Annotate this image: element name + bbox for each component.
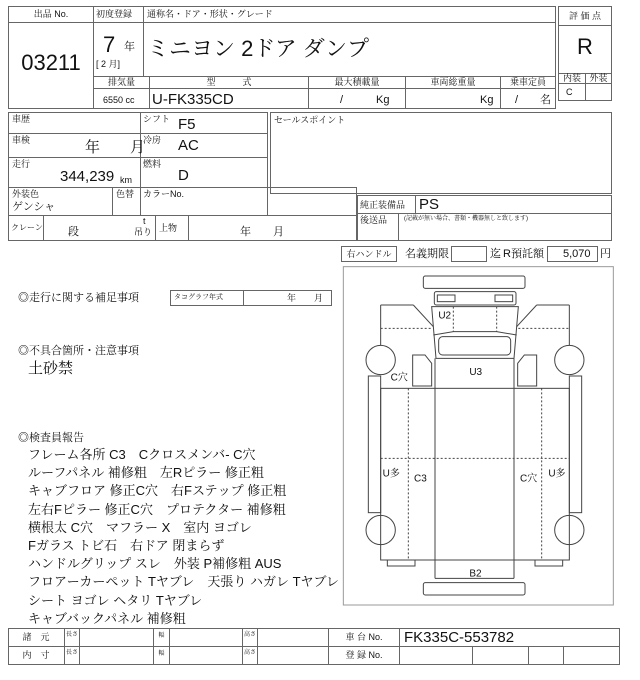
grade-score: R <box>577 34 593 59</box>
report-line: シート ヨゴレ ヘタリ Tヤブレ <box>28 592 203 608</box>
reg-cell <box>472 646 529 665</box>
report-line: フレーム各所 C3 Cクロスメンバ- C穴 <box>28 447 256 462</box>
displacement-value: 6550 cc <box>103 95 135 105</box>
mileage-label: 走行 <box>12 159 31 169</box>
mileage-value: 344,239 <box>60 168 115 185</box>
mileage-unit: km <box>120 175 132 185</box>
length-label: 長さ <box>65 632 78 638</box>
inspection-value: 年 月 <box>85 139 146 156</box>
shift-value: F5 <box>178 116 196 133</box>
body-label: 上物 <box>159 223 178 233</box>
first-reg-label: 初度登録 <box>96 9 133 19</box>
interior-label: 内装 <box>562 73 581 83</box>
truck-bed <box>381 388 570 560</box>
width-label: 幅 <box>158 633 165 639</box>
fuel-value: D <box>178 167 189 184</box>
inner-length-label: 長さ <box>65 650 78 656</box>
lot-label: 出品 No. <box>33 9 69 19</box>
defects-title: ◎不具合箇所・注意事項 <box>18 345 139 357</box>
mark-c3: C3 <box>414 473 427 485</box>
lot-number: 03211 <box>21 50 81 75</box>
year-unit: 年 <box>124 41 135 53</box>
truck-damage-diagram <box>340 260 620 620</box>
chassis-label: 車 台 No. <box>345 632 383 642</box>
gross-weight-value: Kg <box>480 94 494 106</box>
interior-value: C <box>566 87 573 97</box>
shift-label: シフト <box>143 114 171 124</box>
color-change-label: 色替 <box>116 189 135 199</box>
recycle-label: R預託額 <box>503 248 544 260</box>
sales-point-label: セールスポイント <box>274 115 346 125</box>
mark-c-hole-left: C穴 <box>390 372 408 384</box>
color-value: ゲンシャ <box>12 201 56 213</box>
inner-label: 内 寸 <box>22 650 50 660</box>
driving-notes-title: ◎走行に関する補足事項 <box>18 292 139 304</box>
history-label: 車歴 <box>12 114 31 124</box>
mark-u2: U2 <box>438 310 452 322</box>
yen: 円 <box>600 248 611 260</box>
month-value: [ 2 月] <box>96 59 121 69</box>
year-value: 7 <box>103 32 116 57</box>
equipment-label: 純正装備品 <box>360 200 406 210</box>
name-value: ミニヨン 2ドア ダンプ <box>147 36 370 61</box>
fuel-label: 燃料 <box>143 159 162 169</box>
defect-item: 土砂禁 <box>28 360 74 377</box>
grade-label: 評 価 点 <box>568 11 601 21</box>
tacho-label: タコグラフ年式 <box>174 294 223 301</box>
ac-value: AC <box>178 137 199 154</box>
steering: 右ハンドル <box>346 249 392 259</box>
reg-cell <box>528 646 564 665</box>
crane-lift: 吊り <box>134 227 153 237</box>
report-line: 横根太 C穴 マフラー X 室内 ヨゴレ <box>28 519 252 535</box>
inspector-report <box>28 446 339 628</box>
chassis-value: FK335C-553782 <box>404 629 515 646</box>
height-label: 高さ <box>243 632 256 638</box>
later-label: 後送品 <box>360 215 388 225</box>
gross-weight-label: 車両総重量 <box>430 77 476 87</box>
mark-u-multi-right: U多 <box>548 468 566 480</box>
rear-bumper <box>423 583 525 595</box>
name-label: 通称名・ドア・形状・グレード <box>147 9 273 19</box>
report-line: 左右Fピラー 修正C穴 プロテクター 補修粗 <box>28 501 286 517</box>
mark-u-multi-left: U多 <box>382 468 400 480</box>
model-label: 型 式 <box>206 77 252 87</box>
model-value: U-FK335CD <box>152 91 234 108</box>
mark-u3: U3 <box>469 367 483 378</box>
color-label: 外装色 <box>12 189 40 199</box>
report-line: キャブフロア 修正C穴 右Fステップ 修正粗 <box>28 483 287 499</box>
report-line: Fガラス トビ石 右ドア 閉まらず <box>28 538 225 554</box>
crane-ton: t <box>143 216 146 226</box>
mark-c-hole-right: C穴 <box>520 473 538 485</box>
report-line: キャブバックパネル 補修粗 <box>28 610 186 626</box>
ac-label: 冷房 <box>143 135 162 145</box>
max-load-value: / Kg <box>340 94 390 106</box>
later-note: (記載が無い場合、書類・機器無しと致します) <box>404 216 528 222</box>
reg-label: 登 録 No. <box>345 650 383 660</box>
inner-height-label: 高さ <box>243 650 256 656</box>
max-load-label: 最大積載量 <box>334 77 380 87</box>
capacity-label: 乗車定員 <box>509 77 546 87</box>
color-no-label: カラーNo. <box>143 189 185 199</box>
exterior-label: 外装 <box>589 73 608 83</box>
front-bumper <box>423 276 525 288</box>
equipment-value: PS <box>419 196 440 213</box>
report-line: ルーフパネル 補修粗 左Rピラー 修正粗 <box>28 465 264 481</box>
mark-b2: B2 <box>469 568 482 580</box>
report-line: ハンドルグリップ スレ 外装 P補修粗 AUS <box>28 556 282 572</box>
capacity-value: / 名 <box>515 94 552 106</box>
report-line: フロアーカーペット Tヤブレ 天張り ハガレ Tヤブレ <box>28 574 340 590</box>
spec-label: 諸 元 <box>22 632 50 642</box>
inspector-title: ◎検査員報告 <box>18 432 84 444</box>
title-deadline-label: 名義期限 <box>405 248 449 260</box>
inspection-label: 車検 <box>12 135 31 145</box>
windshield <box>439 337 511 355</box>
crane-label: クレーン <box>11 223 43 232</box>
displacement-label: 排気量 <box>107 77 135 87</box>
body-date: 年 月 <box>240 226 284 238</box>
until: 迄 <box>490 248 501 260</box>
inner-width-label: 幅 <box>158 651 165 657</box>
tacho-value: 年 月 <box>287 293 324 303</box>
recycle-value: 5,070 <box>563 248 591 260</box>
crane-stage: 段 <box>68 226 79 238</box>
